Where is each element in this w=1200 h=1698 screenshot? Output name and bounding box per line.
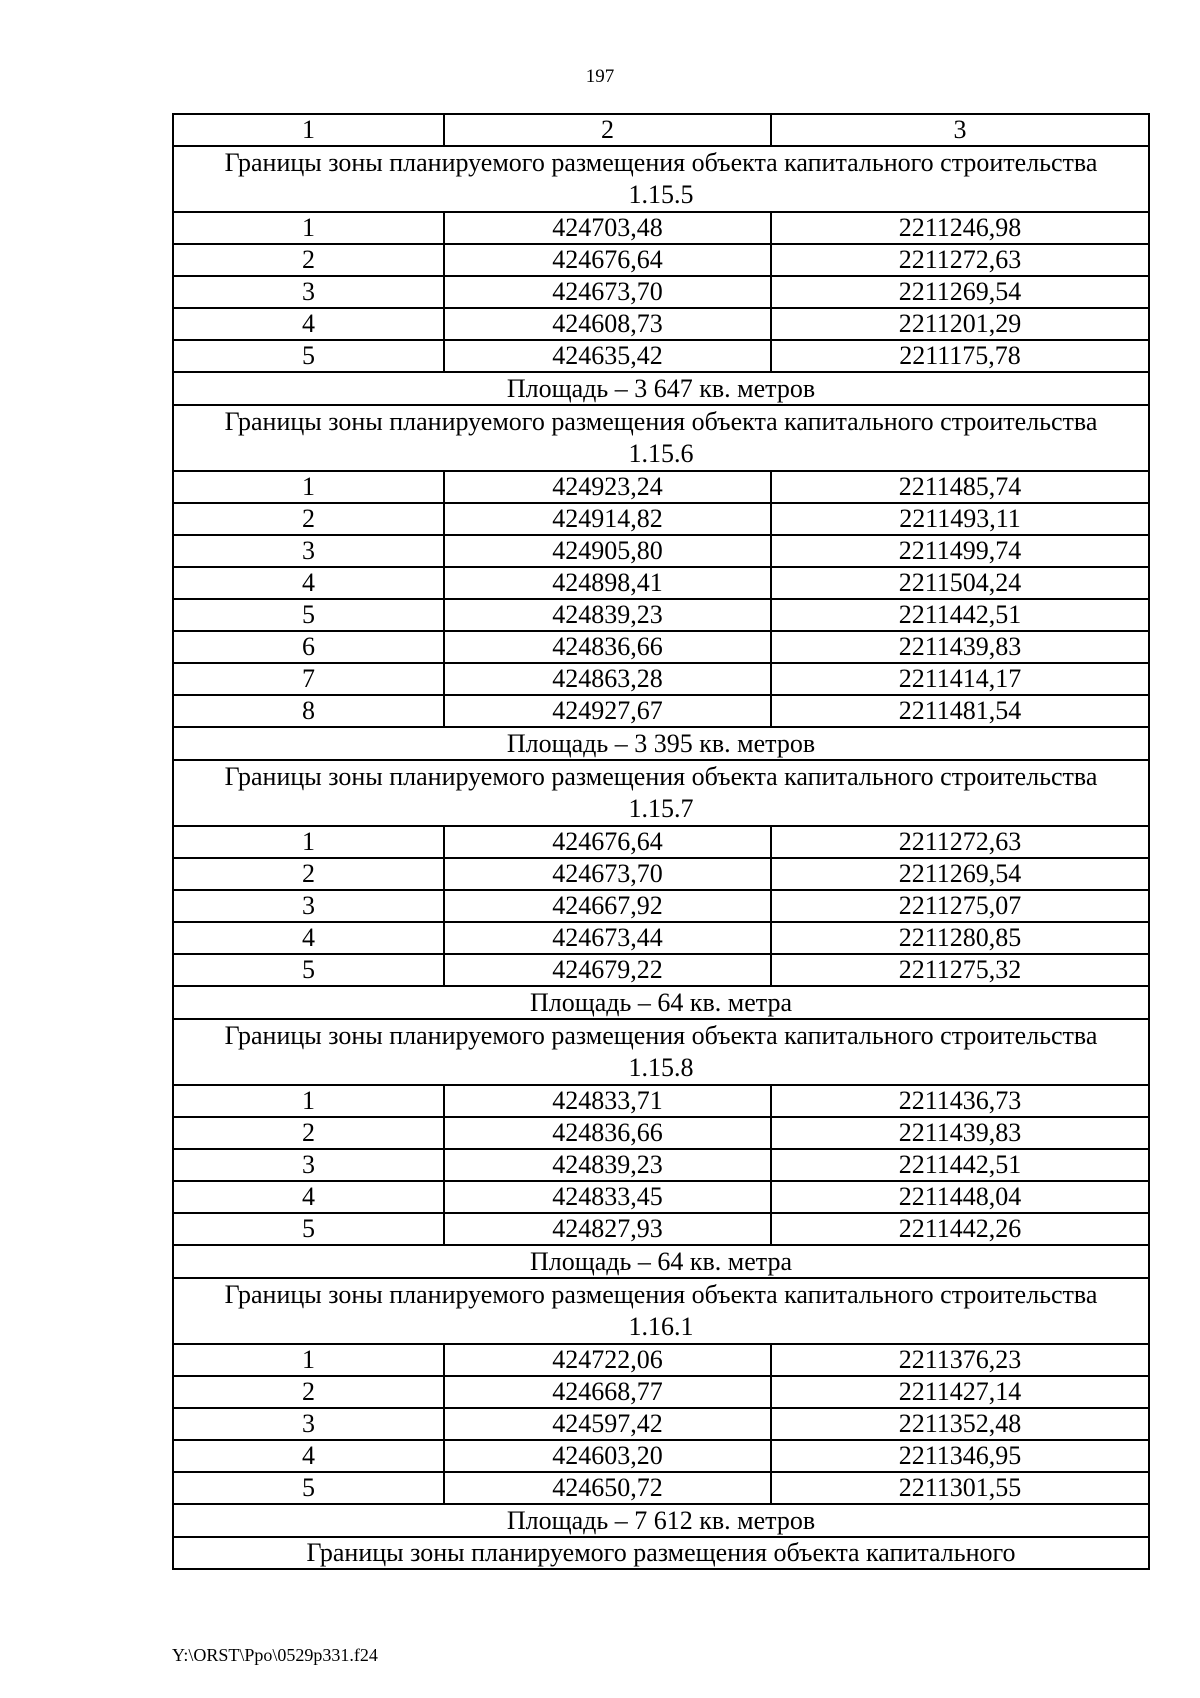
point-number-cell: 2: [173, 1376, 444, 1408]
x-coordinate-cell: 424905,80: [444, 535, 771, 567]
y-coordinate-cell: 2211485,74: [771, 471, 1149, 503]
coordinates-table: [172, 113, 1150, 1570]
section-title: Границы зоны планируемого размещения объекта капитального строительства 1.15.5: [173, 146, 1149, 212]
coordinate-row: [173, 1408, 1149, 1440]
file-path-footer: Y:\ORST\Ppo\0529p331.f24: [172, 1645, 378, 1665]
x-coordinate-cell: 424608,73: [444, 308, 771, 340]
section-title-row: [173, 146, 1149, 212]
area-row: [173, 727, 1149, 760]
area-cell: Площадь – 3 395 кв. метров: [173, 727, 1149, 760]
y-coordinate-cell: 2211346,95: [771, 1440, 1149, 1472]
y-coordinate-cell: 2211275,07: [771, 890, 1149, 922]
coordinate-row: [173, 1213, 1149, 1245]
point-number-cell: 5: [173, 954, 444, 986]
x-coordinate-cell: 424703,48: [444, 212, 771, 244]
point-number-cell: 3: [173, 535, 444, 567]
y-coordinate-cell: 2211499,74: [771, 535, 1149, 567]
x-coordinate-cell: 424923,24: [444, 471, 771, 503]
coordinate-row: [173, 308, 1149, 340]
section-title-row: [173, 1537, 1149, 1569]
y-coordinate-cell: 2211352,48: [771, 1408, 1149, 1440]
x-coordinate-cell: 424863,28: [444, 663, 771, 695]
coordinate-row: [173, 826, 1149, 858]
coordinate-row: [173, 567, 1149, 599]
coordinate-row: [173, 922, 1149, 954]
x-coordinate-cell: 424676,64: [444, 826, 771, 858]
point-number-cell: 5: [173, 599, 444, 631]
x-coordinate-cell: 424836,66: [444, 631, 771, 663]
coordinate-row: [173, 503, 1149, 535]
point-number-cell: 1: [173, 471, 444, 503]
coordinate-row: [173, 1472, 1149, 1504]
area-cell: Площадь – 64 кв. метра: [173, 986, 1149, 1019]
point-number-cell: 3: [173, 1408, 444, 1440]
y-coordinate-cell: 2211301,55: [771, 1472, 1149, 1504]
y-coordinate-cell: 2211442,51: [771, 1149, 1149, 1181]
coordinate-row: [173, 212, 1149, 244]
y-coordinate-cell: 2211504,24: [771, 567, 1149, 599]
y-coordinate-cell: 2211269,54: [771, 276, 1149, 308]
y-coordinate-cell: 2211280,85: [771, 922, 1149, 954]
y-coordinate-cell: 2211246,98: [771, 212, 1149, 244]
y-coordinate-cell: 2211439,83: [771, 1117, 1149, 1149]
y-coordinate-cell: 2211448,04: [771, 1181, 1149, 1213]
coordinate-row: [173, 954, 1149, 986]
x-coordinate-cell: 424833,71: [444, 1085, 771, 1117]
coordinate-row: [173, 340, 1149, 372]
x-coordinate-cell: 424839,23: [444, 599, 771, 631]
coordinate-row: [173, 1440, 1149, 1472]
x-coordinate-cell: 424914,82: [444, 503, 771, 535]
y-coordinate-cell: 2211201,29: [771, 308, 1149, 340]
header-row: [173, 114, 1149, 146]
section-title: Границы зоны планируемого размещения объекта капитального строительства 1.16.1: [173, 1278, 1149, 1344]
point-number-cell: 4: [173, 922, 444, 954]
coordinate-row: [173, 599, 1149, 631]
page-number: 197: [585, 66, 615, 87]
y-coordinate-cell: 2211436,73: [771, 1085, 1149, 1117]
y-coordinate-cell: 2211414,17: [771, 663, 1149, 695]
section-title-row: [173, 760, 1149, 826]
y-coordinate-cell: 2211376,23: [771, 1344, 1149, 1376]
point-number-cell: 2: [173, 1117, 444, 1149]
y-coordinate-cell: 2211442,26: [771, 1213, 1149, 1245]
y-coordinate-cell: 2211269,54: [771, 858, 1149, 890]
coordinate-row: [173, 1149, 1149, 1181]
y-coordinate-cell: 2211272,63: [771, 826, 1149, 858]
section-title-continued: Границы зоны планируемого размещения объекта капитального: [173, 1537, 1149, 1569]
coordinates-table-body: [173, 114, 1149, 1569]
x-coordinate-cell: 424673,70: [444, 858, 771, 890]
y-coordinate-cell: 2211427,14: [771, 1376, 1149, 1408]
x-coordinate-cell: 424722,06: [444, 1344, 771, 1376]
point-number-cell: 4: [173, 308, 444, 340]
x-coordinate-cell: 424927,67: [444, 695, 771, 727]
section-title: Границы зоны планируемого размещения объекта капитального строительства 1.15.8: [173, 1019, 1149, 1085]
x-coordinate-cell: 424836,66: [444, 1117, 771, 1149]
coordinate-row: [173, 631, 1149, 663]
point-number-cell: 4: [173, 1440, 444, 1472]
coordinate-row: [173, 1344, 1149, 1376]
x-coordinate-cell: 424839,23: [444, 1149, 771, 1181]
coordinate-row: [173, 1117, 1149, 1149]
header-cell-point: 1: [173, 114, 444, 146]
y-coordinate-cell: 2211275,32: [771, 954, 1149, 986]
x-coordinate-cell: 424603,20: [444, 1440, 771, 1472]
point-number-cell: 4: [173, 567, 444, 599]
area-row: [173, 1504, 1149, 1537]
x-coordinate-cell: 424827,93: [444, 1213, 771, 1245]
point-number-cell: 3: [173, 276, 444, 308]
coordinate-row: [173, 858, 1149, 890]
y-coordinate-cell: 2211175,78: [771, 340, 1149, 372]
point-number-cell: 2: [173, 244, 444, 276]
y-coordinate-cell: 2211439,83: [771, 631, 1149, 663]
coordinate-row: [173, 1181, 1149, 1213]
area-cell: Площадь – 64 кв. метра: [173, 1245, 1149, 1278]
coordinate-row: [173, 695, 1149, 727]
coordinate-row: [173, 244, 1149, 276]
point-number-cell: 6: [173, 631, 444, 663]
coordinate-row: [173, 1376, 1149, 1408]
point-number-cell: 5: [173, 1213, 444, 1245]
x-coordinate-cell: 424676,64: [444, 244, 771, 276]
point-number-cell: 1: [173, 1085, 444, 1117]
x-coordinate-cell: 424833,45: [444, 1181, 771, 1213]
section-title-row: [173, 1019, 1149, 1085]
y-coordinate-cell: 2211442,51: [771, 599, 1149, 631]
point-number-cell: 8: [173, 695, 444, 727]
x-coordinate-cell: 424650,72: [444, 1472, 771, 1504]
area-cell: Площадь – 7 612 кв. метров: [173, 1504, 1149, 1537]
x-coordinate-cell: 424597,42: [444, 1408, 771, 1440]
point-number-cell: 1: [173, 826, 444, 858]
section-title-row: [173, 405, 1149, 471]
x-coordinate-cell: 424898,41: [444, 567, 771, 599]
x-coordinate-cell: 424667,92: [444, 890, 771, 922]
point-number-cell: 3: [173, 1149, 444, 1181]
point-number-cell: 5: [173, 340, 444, 372]
coordinate-row: [173, 890, 1149, 922]
x-coordinate-cell: 424673,70: [444, 276, 771, 308]
coordinate-row: [173, 276, 1149, 308]
point-number-cell: 4: [173, 1181, 444, 1213]
coordinate-row: [173, 471, 1149, 503]
point-number-cell: 1: [173, 212, 444, 244]
coordinate-row: [173, 663, 1149, 695]
coordinate-row: [173, 1085, 1149, 1117]
area-row: [173, 1245, 1149, 1278]
point-number-cell: 2: [173, 858, 444, 890]
y-coordinate-cell: 2211481,54: [771, 695, 1149, 727]
section-title: Границы зоны планируемого размещения объекта капитального строительства 1.15.6: [173, 405, 1149, 471]
section-title-row: [173, 1278, 1149, 1344]
point-number-cell: 2: [173, 503, 444, 535]
point-number-cell: 1: [173, 1344, 444, 1376]
y-coordinate-cell: 2211272,63: [771, 244, 1149, 276]
area-row: [173, 986, 1149, 1019]
y-coordinate-cell: 2211493,11: [771, 503, 1149, 535]
x-coordinate-cell: 424635,42: [444, 340, 771, 372]
point-number-cell: 5: [173, 1472, 444, 1504]
header-cell-x: 2: [444, 114, 771, 146]
coordinate-row: [173, 535, 1149, 567]
x-coordinate-cell: 424679,22: [444, 954, 771, 986]
x-coordinate-cell: 424668,77: [444, 1376, 771, 1408]
area-row: [173, 372, 1149, 405]
x-coordinate-cell: 424673,44: [444, 922, 771, 954]
area-cell: Площадь – 3 647 кв. метров: [173, 372, 1149, 405]
point-number-cell: 7: [173, 663, 444, 695]
point-number-cell: 3: [173, 890, 444, 922]
section-title: Границы зоны планируемого размещения объекта капитального строительства 1.15.7: [173, 760, 1149, 826]
header-cell-y: 3: [771, 114, 1149, 146]
